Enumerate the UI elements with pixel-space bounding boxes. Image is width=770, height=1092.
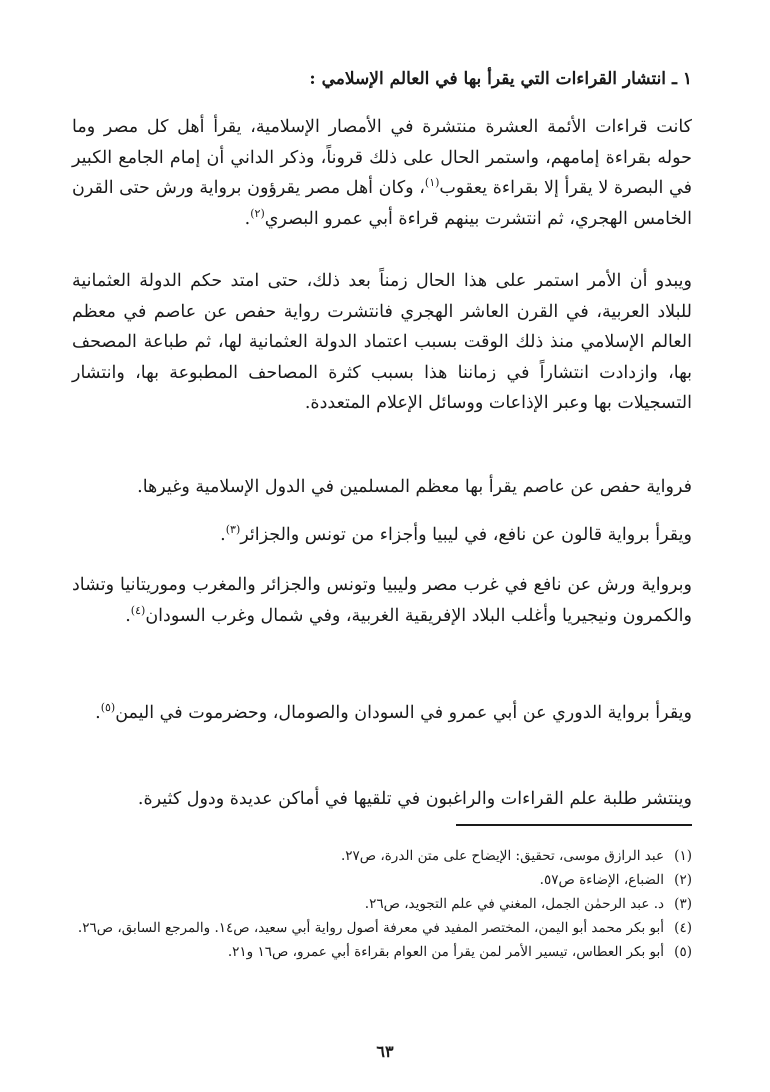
- footnote-number: (٥): [674, 944, 692, 960]
- footnote-item: [72, 844, 692, 868]
- paragraph-1-text-continued: ، وكان أهل مصر يقرؤون برواية ورش حتى القرن الخامس الهجري، ثم انتشرت بينهم قراءة أبي عمرو البصري: [72, 178, 692, 229]
- footnote-mark-3[interactable]: (٣): [225, 523, 241, 537]
- footnote-text: د. عبد الرحمٰن الجمل، المغني في علم التجويد، ص٢٦.: [364, 896, 664, 912]
- paragraph-4-text: ويقرأ برواية قالون عن نافع، في ليبيا وأجزاء من تونس والجزائر: [240, 525, 692, 545]
- footnote-divider: [456, 824, 692, 826]
- footnote-item: [72, 892, 692, 916]
- footnote-mark-4[interactable]: (٤): [130, 603, 146, 617]
- footnote-mark-2[interactable]: (٢): [250, 206, 265, 220]
- section-heading: ١ ـ انتشار القراءات التي يقرأ بها في العالم الإسلامي :: [309, 69, 692, 89]
- footnote-number: (٣): [674, 896, 692, 912]
- footnote-text: عبد الرازق موسى، تحقيق: الإيضاح على متن الدرة، ص٢٧.: [340, 848, 664, 864]
- footnote-text: أبو بكر محمد أبو اليمن، المختصر المفيد في معرفة أصول رواية أبي سعيد، ص١٤. والمرجع السابق، ص٢٦.: [77, 920, 664, 936]
- paragraph-5-end: .: [125, 605, 131, 626]
- paragraph-5-text: وبرواية ورش عن نافع في غرب مصر وليبيا وتونس والجزائر والمغرب وموريتانيا وتشاد والكمرون ونيجيريا وأغلب البلاد الإفريقية الغربية، وفي شمال وغرب السودان: [72, 575, 692, 626]
- paragraph-3-text: فرواية حفص عن عاصم يقرأ بها معظم المسلمين في الدول الإسلامية وغيرها.: [137, 477, 692, 497]
- footnote-text: الضباع، الإضاءة ص٥٧.: [539, 872, 664, 888]
- paragraph-1-text: كانت قراءات الأئمة العشرة منتشرة في الأمصار الإسلامية، يقرأ أهل كل مصر وما حوله بقراءة إمامهم، واستمر الحال على ذلك قروناً، وذكر الداني أن إمام الجامع الكبير في البصرة لا يقرأ إلا بقراءة يعقوب: [72, 117, 692, 198]
- paragraph-7-text: وينتشر طلبة علم القراءات والراغبون في تلقيها في أماكن عديدة ودول كثيرة.: [137, 789, 692, 809]
- paragraph-5: [72, 570, 692, 631]
- paragraph-4-end: .: [220, 525, 226, 545]
- footnote-number: (٢): [674, 872, 692, 888]
- footnote-mark-1[interactable]: (١): [424, 176, 440, 190]
- footnotes-list: [72, 844, 692, 964]
- page-number: ٦٣: [376, 1042, 394, 1061]
- footnote-item: [72, 868, 692, 892]
- paragraph-6-end: .: [95, 703, 101, 723]
- paragraph-1-end: .: [244, 208, 251, 229]
- footnote-item: [72, 916, 692, 940]
- footnote-number: (١): [674, 848, 692, 864]
- footnote-item: [72, 940, 692, 964]
- footnote-text: أبو بكر العطاس، تيسير الأمر لمن يقرأ من العوام بقراءة أبي عمرو، ص١٦ و٢١.: [227, 944, 664, 960]
- paragraph-6: [72, 698, 692, 729]
- paragraph-2: [72, 266, 692, 419]
- footnote-mark-5[interactable]: (٥): [100, 701, 116, 715]
- paragraph-1: [72, 112, 692, 234]
- paragraph-2-text: ويبدو أن الأمر استمر على هذا الحال زمناً بعد ذلك، حتى امتد حكم الدولة العثمانية للبلاد العربية، في القرن العاشر الهجري فانتشرت رواية حفص عن عاصم في معظم العالم الإسلامي منذ ذلك الوقت بسبب اعتماد الدولة العثمانية لها، ثم طباعة المصحف بها، وازدادت انتشاراً في زماننا هذا بسبب كثرة المصاحف المطبوعة بها، وانتشار التسجيلات بها وعبر الإذاعات ووسائل الإعلام المتعددة.: [72, 271, 692, 413]
- footnote-number: (٤): [674, 920, 692, 936]
- paragraph-4: [72, 520, 692, 551]
- paragraph-7: [72, 784, 692, 815]
- paragraph-6-text: ويقرأ برواية الدوري عن أبي عمرو في السودان والصومال، وحضرموت في اليمن: [115, 703, 692, 723]
- paragraph-3: [72, 472, 692, 503]
